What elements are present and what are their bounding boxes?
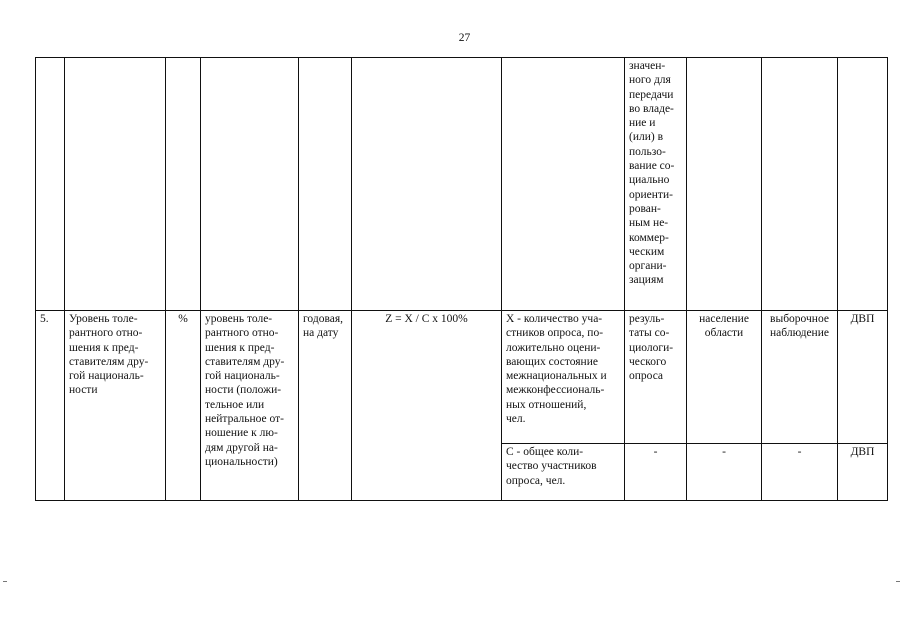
periodicity-cell	[299, 58, 352, 311]
page-number: 27	[458, 32, 471, 44]
indicator-formula: Z = X / C x 100%	[352, 311, 502, 501]
continuation-row	[36, 58, 888, 311]
method-cell	[762, 58, 838, 311]
component-c-method: -	[762, 444, 838, 501]
component-c-responsible: ДВП	[838, 444, 888, 501]
component-x-description: X - количество уча- стников опроса, по- ложительно оцени- вающих состояние межнациональных и межконфессиональ- ных отношений, чел.	[502, 311, 625, 444]
component-c-basis: -	[625, 444, 687, 501]
name-cell	[65, 58, 166, 311]
indicator-unit: %	[166, 311, 201, 501]
indicator-name: Уровень толе- рантного отно- шения к пред- ставителям дру- гой националь- ности	[65, 311, 166, 501]
component-x-responsible: ДВП	[838, 311, 888, 444]
indicator-definition: уровень толе- рантного отно- шения к пред- ставителям дру- гой националь- ности (положи- тельное или нейтральное от- ношение к лю- дям другой на- циональности)	[201, 311, 299, 501]
indicators-table	[35, 57, 888, 501]
scan-margin-mark-right	[896, 581, 900, 582]
population-cell	[687, 58, 762, 311]
formula-cell	[352, 58, 502, 311]
component-c-description: C - общее коли- чество участников опроса, чел.	[502, 444, 625, 501]
responsible-cell	[838, 58, 888, 311]
component-x-population: население области	[687, 311, 762, 444]
component-x-method: выборочное наблюдение	[762, 311, 838, 444]
component-cell	[502, 58, 625, 311]
component-c-population: -	[687, 444, 762, 501]
definition-cell	[201, 58, 299, 311]
basis-cell: значен- ного для передачи во владе- ние и (или) в пользо- вание со- циально ориенти- рован- ным не- коммер- ческим органи- зациям	[625, 58, 687, 311]
indicator-row-5	[36, 311, 888, 444]
number-cell	[36, 58, 65, 311]
indicator-number: 5.	[36, 311, 65, 501]
scan-margin-mark-left	[3, 581, 7, 582]
component-x-basis: резуль- таты со- циологи- ческого опроса	[625, 311, 687, 444]
unit-cell	[166, 58, 201, 311]
indicator-periodicity: годовая, на дату	[299, 311, 352, 501]
